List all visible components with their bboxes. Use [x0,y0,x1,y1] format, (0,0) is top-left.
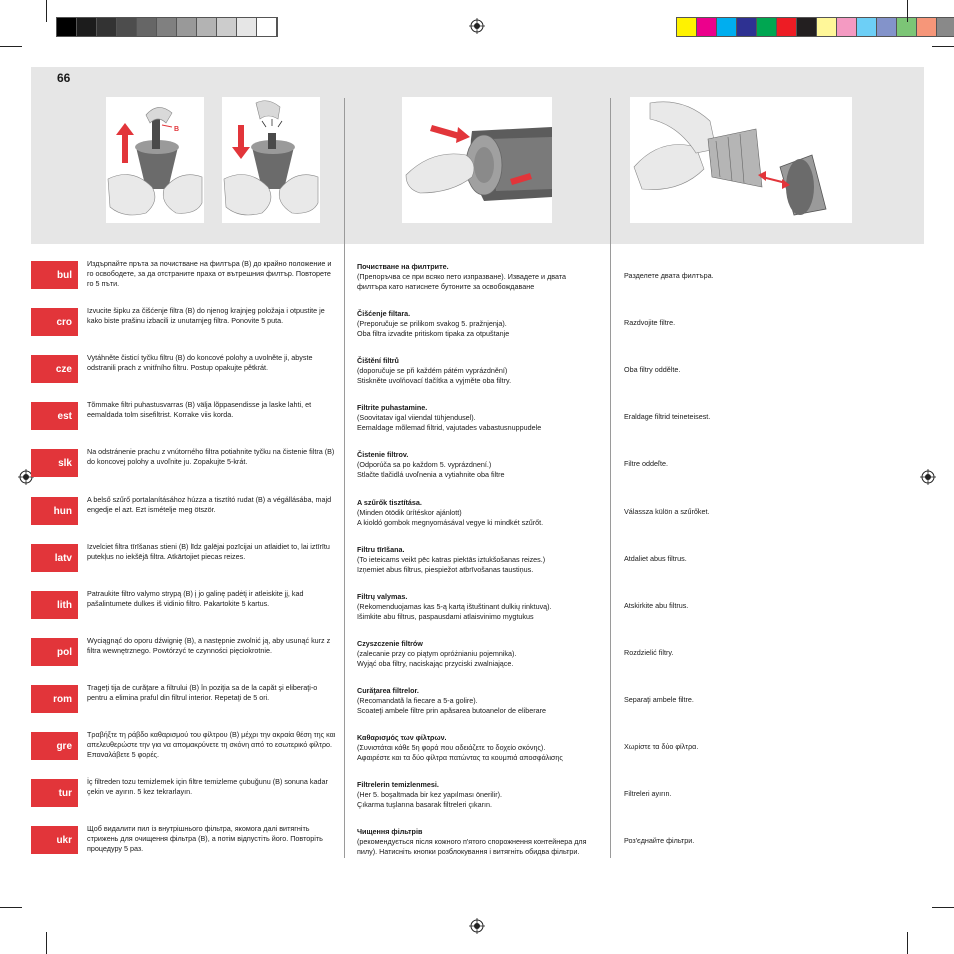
filter-cleaning-instruction [357,450,602,479]
color-swatch [817,18,837,36]
color-swatch [797,18,817,36]
column-divider [344,98,345,858]
filter-cleaning-title: A szűrők tisztítása. [357,498,422,507]
color-swatch [937,18,954,36]
filter-cleaning-title: Чищення фільтрів [357,827,423,836]
filter-cleaning-note: (Minden ötödik ürítéskor ajánlott) [357,507,462,517]
color-swatch [717,18,737,36]
illustration-separate-filters [630,97,852,223]
separate-filters-instruction: Filtre oddeľte. [624,459,669,468]
crop-mark [0,907,22,908]
color-swatch [177,18,197,36]
language-code-tab: hun [31,497,78,525]
color-swatch [877,18,897,36]
filter-cleaning-note: (Her 5. boşaltmada bir kez yapılması önerilir). [357,789,502,799]
language-code-tab: slk [31,449,78,477]
language-code-tab: lith [31,591,78,619]
filter-cleaning-note: (Recomandată la fiecare a 5-a golire). [357,695,478,705]
filter-cleaning-title: Почистване на филтрите. [357,262,449,271]
rod-cleaning-instruction: A belső szűrő portalanításához húzza a tisztító rudat (B) a végállásába, majd engedje el azt. Ezt ismételje meg ötször. [87,495,332,514]
filter-cleaning-step: Αφαιρέστε και τα δύο φίλτρα πατώντας τα κουμπιά αποσφάλισης [357,752,563,762]
separate-filters-instruction: Разделете двата филтъра. [624,271,714,280]
filter-cleaning-note: (рекомендується після кожного п'ятого спорожнення контейнера для [357,836,587,846]
rod-cleaning-instruction: Izvelciet filtra tīrīšanas stieni (B) līdz galējai pozīcijai un atlaidiet to, lai iztīrītu putekļus no iekšējā filtra. Atkārtojiet piecas reizes. [87,542,330,561]
filter-cleaning-title: Filtrelerin temizlenmesi. [357,780,439,789]
filter-cleaning-instruction [357,262,602,291]
illustration-release-rod [222,97,320,223]
separate-filters-instruction: Válassza külön a szűrőket. [624,507,710,516]
separate-filters-instruction: Роз'єднайте фільтри. [624,836,695,845]
filter-cleaning-note: (Препоръчва се при всяко пето изпразване). Извадете и двата [357,271,567,281]
language-code-tab: rom [31,685,78,713]
color-swatch [137,18,157,36]
color-swatch [97,18,117,36]
crop-mark [907,0,908,22]
filter-cleaning-step: Çıkarma tuşlarına basarak filtreleri çıkarın. [357,799,493,809]
filter-cleaning-title: Filtrite puhastamine. [357,403,428,412]
filter-rod-release-icon [222,97,320,223]
filter-cleaning-note: (Rekomenduojamas kas 5-ą kartą ištuštinant dulkių rinktuvą). [357,601,552,611]
color-swatch [757,18,777,36]
filter-cleaning-instruction [357,356,602,385]
separate-filters-instruction: Oba filtry oddělte. [624,365,681,374]
filter-cleaning-note: (Συνιστάται κάθε 5η φορά που αδειάζετε το δοχείο σκόνης). [357,742,546,752]
filter-cleaning-title: Čišćenje filtara. [357,309,411,318]
color-swatch [777,18,797,36]
filter-cleaning-instruction [357,545,602,574]
filter-cleaning-instruction [357,639,602,668]
filter-cleaning-title: Czyszczenie filtrów [357,639,423,648]
filter-cleaning-note: (doporučuje se při každém pátém vyprázdnění) [357,365,508,375]
filter-cleaning-title: Čistenie filtrov. [357,450,409,459]
separate-filters-instruction: Eraldage filtrid teineteisest. [624,412,711,421]
filter-cleaning-instruction [357,403,602,432]
color-swatch [917,18,937,36]
filter-cleaning-step: филтъра като натиснете бутоните за освобождаване [357,281,535,291]
filter-cleaning-title: Filtrų valymas. [357,592,408,601]
page-number: 66 [57,71,71,85]
filter-cleaning-title: Curăţarea filtrelor. [357,686,419,695]
grayscale-color-bar [56,17,278,37]
figure-label-b: B [174,126,180,133]
color-swatch [237,18,257,36]
color-swatch [157,18,177,36]
crop-mark [907,932,908,954]
separate-filters-instruction: Atdaliet abus filtrus. [624,554,687,563]
color-swatch [837,18,857,36]
filter-eject-buttons-icon [402,97,552,223]
filter-cleaning-step: Eemaldage mõlemad filtrid, vajutades vabastusnuppudele [357,422,542,432]
filter-cleaning-step: Išimkite abu filtrus, paspausdami atlaisvinimo mygtukus [357,611,534,621]
separate-filters-instruction: Atskirkite abu filtrus. [624,601,689,610]
crop-mark [46,0,47,22]
filter-separate-icon [630,97,852,223]
rod-cleaning-instruction: Izvucite šipku za čišćenje filtra (B) do njenog krajnjeg položaja i otpustite je kako biste prašinu izbacili iz unutarnjeg filtra. Ponovite 5 puta. [87,306,325,325]
filter-rod-pull-icon [106,97,204,223]
language-code-tab: latv [31,544,78,572]
rod-cleaning-instruction: Na odstránenie prachu z vnútorného filtra potiahnite tyčku na čistenie filtra (B) do koncovej polohy a uvoľnite ju. Zopakujte 5-krát. [87,447,335,466]
filter-cleaning-instruction [357,309,602,338]
rod-cleaning-instruction: Tõmmake filtri puhastusvarras (B) välja lõppasendisse ja laske lahti, et eemaldada tolm sisefiltrist. Korrake viis korda. [87,400,312,419]
registration-mark-icon [469,18,485,34]
separate-filters-instruction: Separaţi ambele filtre. [624,695,694,704]
filter-cleaning-step: Izņemiet abus filtrus, piespiežot atbrīvošanas taustiņus. [357,564,534,574]
crop-mark [0,46,22,47]
color-swatch [217,18,237,36]
crop-mark [932,907,954,908]
filter-cleaning-title: Filtru tīrīšana. [357,545,405,554]
language-code-tab: est [31,402,78,430]
filter-cleaning-note: (zalecanie przy co piątym opróżnianiu pojemnika). [357,648,517,658]
color-swatch [57,18,77,36]
filter-cleaning-step: Stlačte tlačidlá uvoľnenia a vytiahnite oba filtre [357,469,505,479]
rod-cleaning-instruction: Τραβήξτε τη ράβδο καθαρισμού του φίλτρου (B) μέχρι την ακραία θέση της και απελευθερώστε την για να απομακρύνετε τη σκόνη από το εσωτερικό φίλτρο. Επαναλάβετε 5 φορές. [87,730,336,759]
rod-cleaning-instruction: İç filtreden tozu temizlemek için filtre temizleme çubuğunu (B) sonuna kadar çekin ve ayırın. 5 kez tekrarlayın. [87,777,328,796]
color-swatch [697,18,717,36]
crop-mark [46,932,47,954]
filter-cleaning-step: пилу). Натисніть кнопки розблокування і витягніть обидва фільтри. [357,846,580,856]
filter-cleaning-note: (Odporúča sa po každom 5. vyprázdnení.) [357,459,492,469]
separate-filters-instruction: Razdvojite filtre. [624,318,676,327]
registration-mark-icon [469,918,485,934]
rod-cleaning-instruction: Vytáhněte čisticí tyčku filtru (B) do koncové polohy a uvolněte ji, abyste odstranili prach z vnitřního filtru. Postup opakujte pětkrát. [87,353,313,372]
filter-cleaning-note: (To ieteicams veikt pēc katras piektās iztukšošanas reizes.) [357,554,546,564]
color-swatch [677,18,697,36]
rod-cleaning-instruction: Trageţi tija de curăţare a filtrului (B) în poziţia sa de la capăt şi eliberaţi-o pentru a elimina praful din filtrul interior. Repetaţi de 5 ori. [87,683,318,702]
filter-cleaning-step: A kioldó gombok megnyomásával vegye ki mindkét szűrőt. [357,517,544,527]
filter-cleaning-instruction [357,733,602,762]
color-swatch [197,18,217,36]
language-code-tab: ukr [31,826,78,854]
color-swatch [737,18,757,36]
process-color-bar [676,17,954,37]
color-swatch [257,18,277,36]
language-code-tab: bul [31,261,78,289]
language-code-tab: cze [31,355,78,383]
separate-filters-instruction: Filtreleri ayırın. [624,789,672,798]
language-code-tab: tur [31,779,78,807]
separate-filters-instruction: Χωρίστε τα δύο φίλτρα. [624,742,699,751]
filter-cleaning-instruction [357,780,602,809]
filter-cleaning-step: Scoateţi ambele filtre prin apăsarea butoanelor de eliberare [357,705,546,715]
rod-cleaning-instruction: Издърпайте пръта за почистване на филтъра (B) до крайно положение и го освободете, за да отстраните праха от вътрешния филтър. Повторете го 5 пъти. [87,259,332,288]
filter-cleaning-step: Oba filtra izvadite pritiskom tipaka za otpuštanje [357,328,510,338]
filter-cleaning-note: (Preporučuje se prilikom svakog 5. pražnjenja). [357,318,507,328]
color-swatch [857,18,877,36]
illustration-pull-rod [106,97,204,223]
color-swatch [117,18,137,36]
registration-mark-icon [920,469,936,485]
illustration-eject-filters [402,97,552,223]
filter-cleaning-step: Stiskněte uvolňovací tlačítka a vyjměte oba filtry. [357,375,512,385]
column-divider [610,98,611,858]
language-code-tab: gre [31,732,78,760]
filter-cleaning-instruction [357,827,602,856]
filter-cleaning-instruction [357,592,602,621]
filter-cleaning-step: Wyjąć oba filtry, naciskając przyciski zwalniające. [357,658,514,668]
language-code-tab: pol [31,638,78,666]
filter-cleaning-title: Čištění filtrů [357,356,399,365]
rod-cleaning-instruction: Patraukite filtro valymo strypą (B) į jo galinę padėtį ir atleiskite jį, kad pašalintumete dulkes iš vidinio filtro. Pakartokite 5 kartus. [87,589,304,608]
filter-cleaning-instruction [357,686,602,715]
rod-cleaning-instruction: Wyciągnąć do oporu dźwignię (B), a następnie zwolnić ją, aby usunąć kurz z filtra wewnętrznego. Powtórzyć te czynności pięciokrotnie. [87,636,331,655]
separate-filters-instruction: Rozdzielić filtry. [624,648,674,657]
color-swatch [77,18,97,36]
filter-cleaning-instruction [357,498,602,527]
filter-cleaning-note: (Soovitatav igal viiendal tühjendusel). [357,412,476,422]
crop-mark [932,46,954,47]
language-code-tab: cro [31,308,78,336]
filter-cleaning-title: Καθαρισμός των φίλτρων. [357,733,447,742]
rod-cleaning-instruction: Щоб видалити пил із внутрішнього фільтра, якомога далі витягніть стрижень для очищення фільтра (B), а потім відпустіть його. Повторіть процедуру 5 раз. [87,824,323,853]
